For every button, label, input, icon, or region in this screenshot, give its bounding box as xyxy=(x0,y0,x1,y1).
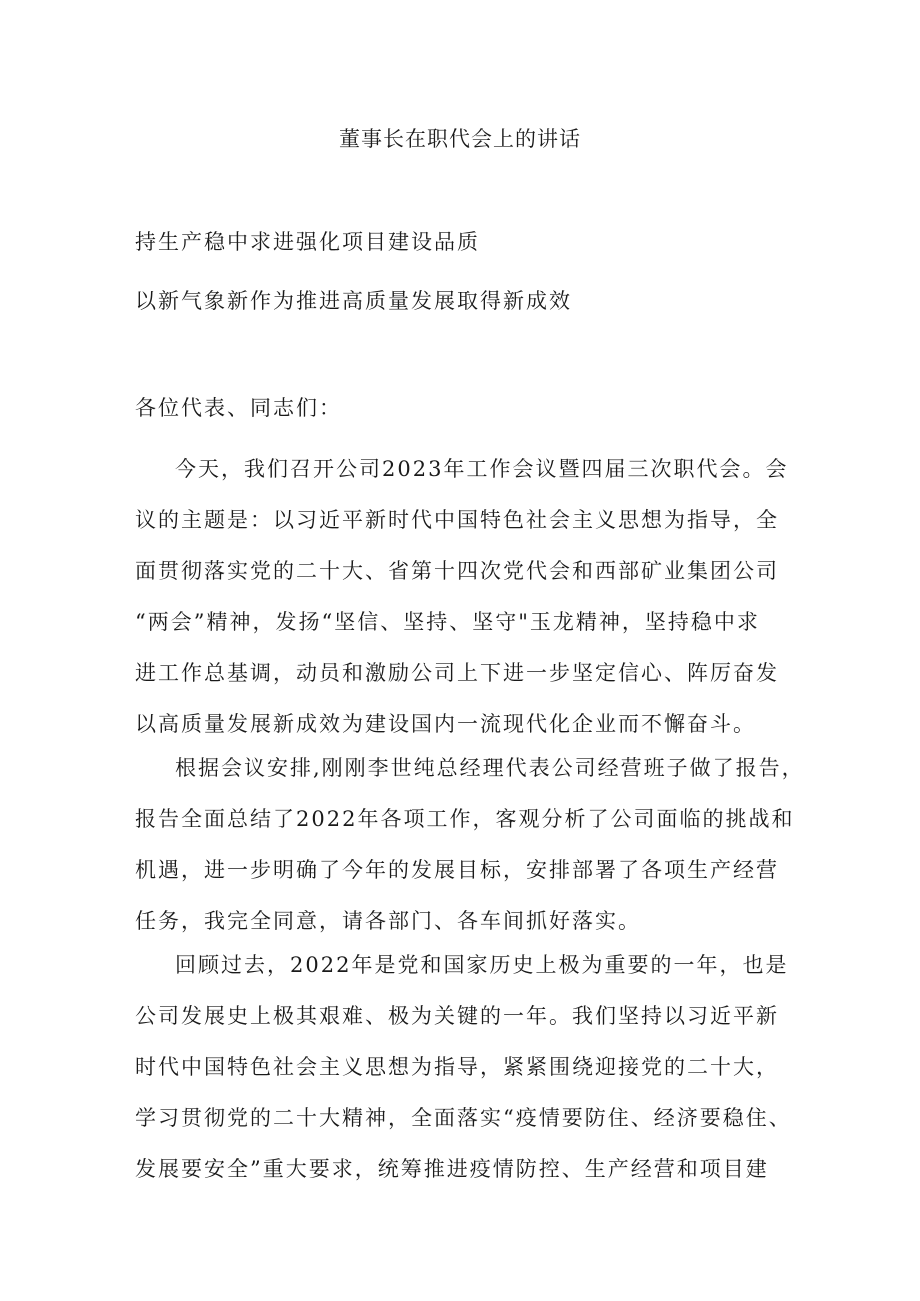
paragraph-line: 任务，我完全同意，请各部门、各车间抓好落实。 xyxy=(135,909,641,933)
paragraph-line: 议的主题是：以习近平新时代中国特色社会主义思想为指导，全 xyxy=(135,508,779,532)
paragraph-line: 面贯彻落实党的二十大、省第十四次党代会和西部矿业集团公司 xyxy=(135,559,779,583)
paragraph-line: 时代中国特色社会主义思想为指导，紧紧围绕迎接党的二十大， xyxy=(135,1055,779,1079)
paragraph-line: 学习贯彻党的二十大精神，全面落实“疫情要防住、经济要稳住、 xyxy=(135,1106,792,1130)
document-subtitle-2: 以新气象新作为推进高质量发展取得新成效 xyxy=(135,289,572,313)
paragraph-line: 今天，我们召开公司2023年工作会议暨四届三次职代会。会 xyxy=(175,457,789,481)
paragraph-line: 进工作总基调，动员和激励公司上下进一步坚定信心、阵厉奋发 xyxy=(135,661,779,685)
paragraph-2 xyxy=(135,753,805,957)
paragraph-line: 公司发展史上极其艰难、极为关键的一年。我们坚持以习近平新 xyxy=(135,1004,779,1028)
paragraph-line: “两会”精神，发扬“坚信、坚持、坚守"玉龙精神，坚持稳中求 xyxy=(135,610,760,634)
salutation: 各位代表、同志们： xyxy=(135,396,342,420)
paragraph-line: 以高质量发展新成效为建设国内一流现代化企业而不懈奋斗。 xyxy=(135,712,756,736)
paragraph-line: 根据会议安排,刚刚李世纯总经理代表公司经营班子做了报告， xyxy=(175,756,805,780)
paragraph-line: 报告全面总结了2022年各项工作，客观分析了公司面临的挑战和 xyxy=(135,807,795,831)
paragraph-3 xyxy=(135,950,795,1205)
paragraph-line: 发展要安全”重大要求，统筹推进疫情防控、生产经营和项目建 xyxy=(135,1157,769,1181)
document-title: 董事长在职代会上的讲话 xyxy=(339,127,581,151)
paragraph-line: 机遇，进一步明确了今年的发展目标，安排部署了各项生产经营 xyxy=(135,858,779,882)
paragraph-1 xyxy=(135,454,795,760)
document-subtitle-1: 持生产稳中求进强化项目建设品质 xyxy=(135,230,480,254)
paragraph-line: 回顾过去，2022年是党和国家历史上极为重要的一年，也是 xyxy=(175,953,789,977)
